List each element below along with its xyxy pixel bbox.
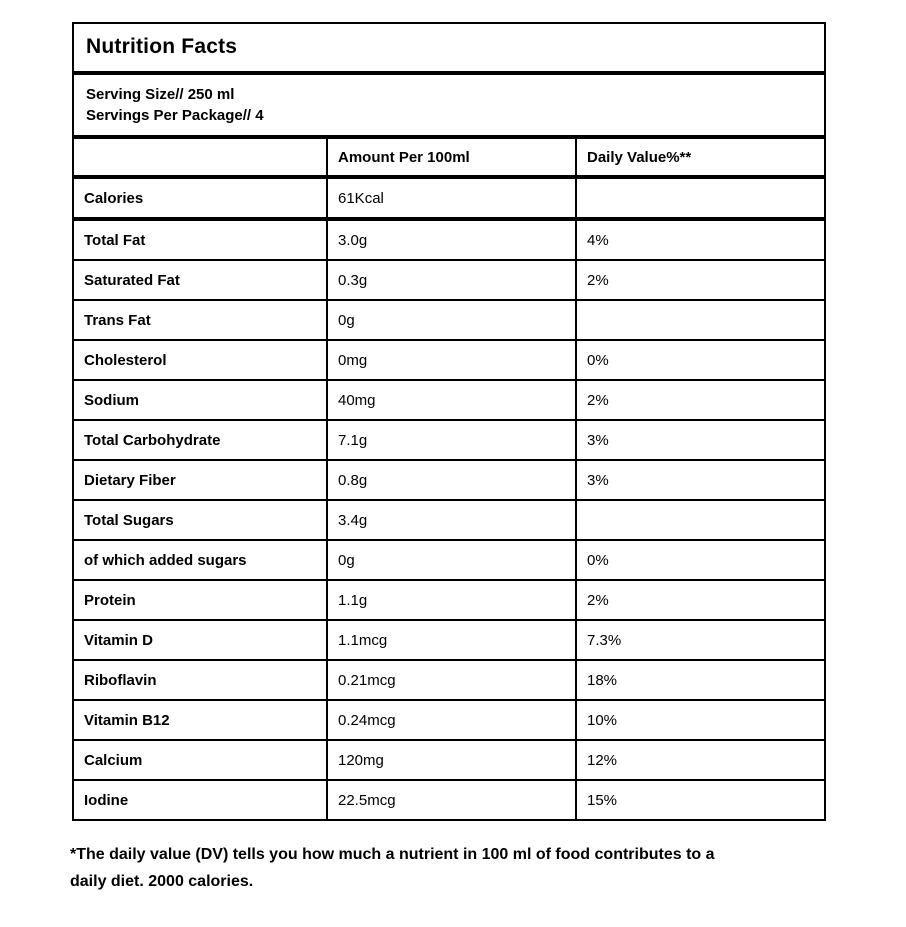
nutrient-label: Sodium (73, 380, 327, 420)
daily-value (576, 177, 825, 219)
amount-value: 7.1g (327, 420, 576, 460)
table-row (73, 620, 825, 660)
column-header-daily-value: Daily Value%** (576, 137, 825, 177)
nutrient-label: Protein (73, 580, 327, 620)
amount-value: 0g (327, 540, 576, 580)
nutrient-label: of which added sugars (73, 540, 327, 580)
daily-value (576, 500, 825, 540)
nutrient-label: Riboflavin (73, 660, 327, 700)
table-row (73, 380, 825, 420)
daily-value: 0% (576, 540, 825, 580)
daily-value: 2% (576, 260, 825, 300)
nutrient-label: Vitamin D (73, 620, 327, 660)
amount-value: 40mg (327, 380, 576, 420)
title-row (73, 23, 825, 73)
amount-value: 61Kcal (327, 177, 576, 219)
table-row (73, 540, 825, 580)
table-row (73, 300, 825, 340)
table-row (73, 460, 825, 500)
title-cell (73, 23, 825, 73)
amount-value: 1.1mcg (327, 620, 576, 660)
table-row (73, 660, 825, 700)
serving-info-cell (73, 73, 825, 137)
amount-value: 22.5mcg (327, 780, 576, 820)
nutrient-label: Total Fat (73, 219, 327, 260)
nutrient-label: Iodine (73, 780, 327, 820)
nutrient-label: Cholesterol (73, 340, 327, 380)
amount-value: 0.8g (327, 460, 576, 500)
daily-value: 2% (576, 580, 825, 620)
amount-value: 0.24mcg (327, 700, 576, 740)
serving-info-row (73, 73, 825, 137)
table-row (73, 580, 825, 620)
servings-per-package-text: Servings Per Package// 4 (86, 107, 264, 124)
nutrition-facts-table (72, 22, 826, 821)
footnote-line-2: daily diet. 2000 calories. (70, 873, 254, 890)
nutrition-rows (73, 177, 825, 820)
nutrient-label: Saturated Fat (73, 260, 327, 300)
table-row (73, 500, 825, 540)
column-header-nutrient (73, 137, 327, 177)
table-row (73, 700, 825, 740)
amount-value: 1.1g (327, 580, 576, 620)
serving-size-text: Serving Size// 250 ml (86, 86, 235, 103)
column-header-row (73, 137, 825, 177)
daily-value: 0% (576, 340, 825, 380)
daily-value: 3% (576, 460, 825, 500)
nutrient-label: Total Carbohydrate (73, 420, 327, 460)
daily-value: 10% (576, 700, 825, 740)
daily-value: 4% (576, 219, 825, 260)
amount-value: 3.4g (327, 500, 576, 540)
amount-value: 0.21mcg (327, 660, 576, 700)
nutrient-label: Total Sugars (73, 500, 327, 540)
footnote-line-1: *The daily value (DV) tells you how much a nutrient in 100 ml of food contributes to a (70, 846, 715, 863)
daily-value: 7.3% (576, 620, 825, 660)
amount-value: 0g (327, 300, 576, 340)
daily-value (576, 300, 825, 340)
amount-value: 0mg (327, 340, 576, 380)
page-title: Nutrition Facts (86, 35, 238, 58)
nutrient-label: Calcium (73, 740, 327, 780)
daily-value: 15% (576, 780, 825, 820)
amount-value: 0.3g (327, 260, 576, 300)
table-row (73, 177, 825, 219)
nutrient-label: Trans Fat (73, 300, 327, 340)
nutrient-label: Calories (73, 177, 327, 219)
table-row (73, 420, 825, 460)
table-row (73, 219, 825, 260)
amount-value: 3.0g (327, 219, 576, 260)
daily-value: 12% (576, 740, 825, 780)
daily-value: 18% (576, 660, 825, 700)
table-row (73, 340, 825, 380)
nutrient-label: Vitamin B12 (73, 700, 327, 740)
daily-value: 3% (576, 420, 825, 460)
column-header-amount: Amount Per 100ml (327, 137, 576, 177)
amount-value: 120mg (327, 740, 576, 780)
table-row (73, 740, 825, 780)
table-row (73, 260, 825, 300)
daily-value: 2% (576, 380, 825, 420)
nutrient-label: Dietary Fiber (73, 460, 327, 500)
table-row (73, 780, 825, 820)
table-header-section (73, 23, 825, 177)
daily-value-footnote (70, 841, 870, 895)
